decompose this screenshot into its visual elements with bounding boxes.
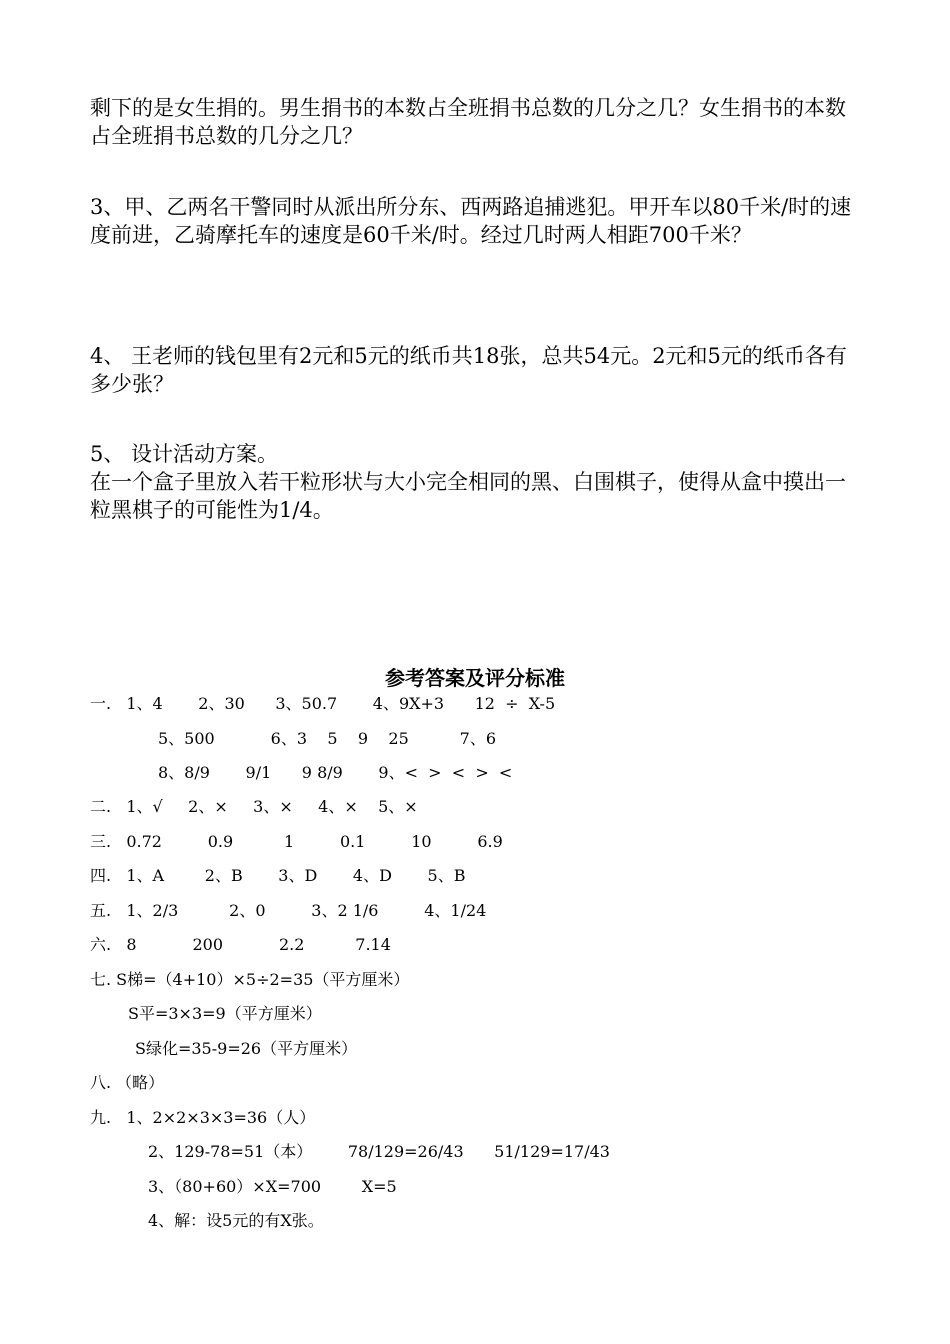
answer-line: 2、129-78=51（本） 78/129=26/43 51/129=17/43 xyxy=(148,1142,610,1161)
answer-key-title: 参考答案及评分标准 xyxy=(385,666,565,690)
question-4: 4、 王老师的钱包里有2元和5元的纸币共18张，总共54元。2元和5元的纸币各有多少张？ xyxy=(90,344,847,396)
question-5-title: 5、 设计活动方案。 xyxy=(90,442,279,466)
answer-line: 九. 1、2×2×3×3=36（人） xyxy=(90,1108,316,1127)
answer-line: 3、（80+60）×X=700 X=5 xyxy=(148,1177,397,1196)
answer-line: 三. 0.72 0.9 1 0.1 10 6.9 xyxy=(90,832,503,851)
answer-line: 8、8/9 9/1 9 8/9 9、< > < > < xyxy=(158,763,513,782)
answer-line: 5、500 6、3 5 9 25 7、6 xyxy=(158,729,496,748)
answer-line: 六. 8 200 2.2 7.14 xyxy=(90,935,391,954)
answer-line: 七. S梯=（4+10）×5÷2=35（平方厘米） xyxy=(90,970,410,989)
answer-line: 四. 1、A 2、B 3、D 4、D 5、B xyxy=(90,866,466,885)
answer-line: 五. 1、2/3 2、0 3、2 1/6 4、1/24 xyxy=(90,901,487,920)
question-3: 3、甲、乙两名干警同时从派出所分东、西两路追捕逃犯。甲开车以80千米/时的速度前进，乙骑摩托车的速度是60千米/时。经过几时两人相距700千米？ xyxy=(90,195,852,247)
answer-line: 一. 1、4 2、30 3、50.7 4、9X+3 12 ÷ X-5 xyxy=(90,694,556,713)
answer-line: S平=3×3=9（平方厘米） xyxy=(128,1004,322,1023)
question-2-continuation: 剩下的是女生捐的。男生捐书的本数占全班捐书总数的几分之几？女生捐书的本数占全班捐书总数的几分之几？ xyxy=(90,96,846,148)
answer-line: 4、解：设5元的有X张。 xyxy=(148,1211,324,1230)
question-5-body: 在一个盒子里放入若干粒形状与大小完全相同的黑、白围棋子，使得从盒中摸出一粒黑棋子的可能性为1/4。 xyxy=(90,470,846,522)
answer-line: 二. 1、√ 2、× 3、× 4、× 5、× xyxy=(90,797,418,816)
answer-line: 八. （略） xyxy=(90,1073,165,1092)
answer-line: S绿化=35-9=26（平方厘米） xyxy=(135,1039,358,1058)
